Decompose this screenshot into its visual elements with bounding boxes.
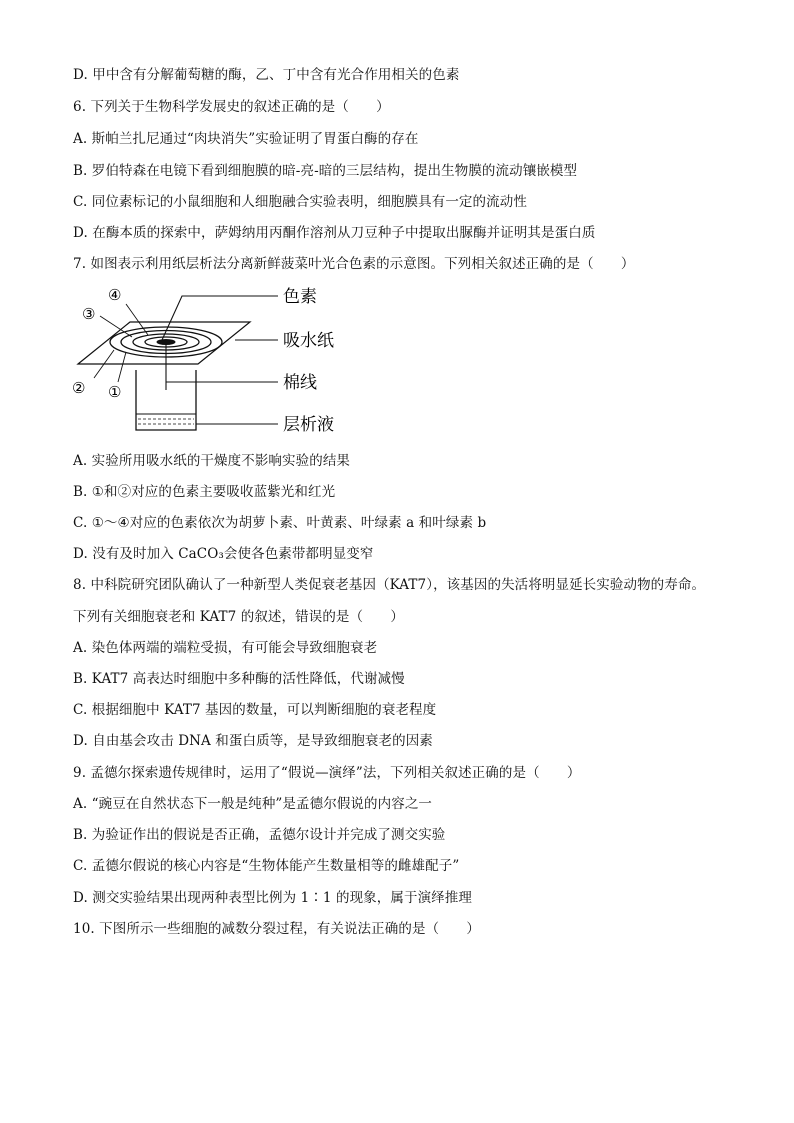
q5-option-d: D. 甲中含有分解葡萄糖的酶，乙、丁中含有光合作用相关的色素 — [73, 67, 460, 83]
q9-option-a: A. “豌豆在自然状态下一般是纯种”是孟德尔假说的内容之一 — [73, 796, 433, 812]
q6-stem: 6. 下列关于生物科学发展史的叙述正确的是（ ） — [73, 99, 390, 115]
center-dot — [157, 340, 175, 345]
q6-option-a: A. 斯帕兰扎尼通过“肉块消失”实验证明了胃蛋白酶的存在 — [73, 131, 419, 147]
q6-option-d: D. 在酶本质的探索中，萨姆纳用丙酮作溶剂从刀豆种子中提取出脲酶并证明其是蛋白质 — [73, 225, 596, 241]
marker1-leader — [118, 352, 126, 382]
label-solvent: 层析液 — [283, 415, 334, 435]
q8-option-c: C. 根据细胞中 KAT7 基因的数量，可以判断细胞的衰老程度 — [73, 702, 437, 718]
label-pigment: 色素 — [283, 287, 317, 307]
marker-1: ① — [108, 383, 122, 401]
label-thread: 棉线 — [283, 373, 317, 393]
label-paper: 吸水纸 — [283, 331, 334, 351]
q6-option-c: C. 同位素标记的小鼠细胞和人细胞融合实验表明，细胞膜具有一定的流动性 — [73, 194, 527, 210]
q10-stem: 10. 下图所示一些细胞的减数分裂过程，有关说法正确的是（ ） — [73, 921, 480, 937]
q8-option-d: D. 自由基会攻击 DNA 和蛋白质等，是导致细胞衰老的因素 — [73, 733, 433, 749]
q7-option-c: C. ①～④对应的色素依次为胡萝卜素、叶黄素、叶绿素 a 和叶绿素 b — [73, 515, 487, 531]
pigment-leader — [162, 296, 278, 340]
q7-option-b: B. ①和②对应的色素主要吸收蓝紫光和红光 — [73, 484, 336, 500]
chromatography-diagram — [70, 282, 370, 442]
q8-stem: 8. 中科院研究团队确认了一种新型人类促衰老基因（KAT7），该基因的失活将明显延长实验动物的寿命。 — [73, 577, 706, 593]
q8-option-b: B. KAT7 高表达时细胞中多种酶的活性降低，代谢减慢 — [73, 671, 405, 687]
q8-stem-cont: 下列有关细胞衰老和 KAT7 的叙述，错误的是（ ） — [73, 609, 404, 625]
marker-4: ④ — [108, 286, 122, 304]
q9-option-d: D. 测交实验结果出现两种表型比例为 1∶1 的现象，属于演绎推理 — [73, 890, 472, 906]
q7-stem: 7. 如图表示利用纸层析法分离新鲜菠菜叶光合色素的示意图。下列相关叙述正确的是（ ） — [73, 256, 635, 272]
marker-2: ② — [72, 379, 86, 397]
q7-option-d: D. 没有及时加入 CaCO₃会使各色素带都明显变窄 — [73, 546, 374, 562]
marker-3: ③ — [82, 305, 96, 323]
q9-option-c: C. 孟德尔假说的核心内容是“生物体能产生数量相等的雌雄配子” — [73, 858, 460, 874]
q9-option-b: B. 为验证作出的假说是否正确，孟德尔设计并完成了测交实验 — [73, 827, 446, 843]
q8-option-a: A. 染色体两端的端粒受损，有可能会导致细胞衰老 — [73, 640, 378, 656]
q7-option-a: A. 实验所用吸水纸的干燥度不影响实验的结果 — [73, 453, 351, 469]
q6-option-b: B. 罗伯特森在电镜下看到细胞膜的暗-亮-暗的三层结构，提出生物膜的流动镶嵌模型 — [73, 163, 578, 179]
q9-stem: 9. 孟德尔探索遗传规律时，运用了“假说—演绎”法，下列相关叙述正确的是（ ） — [73, 765, 581, 781]
